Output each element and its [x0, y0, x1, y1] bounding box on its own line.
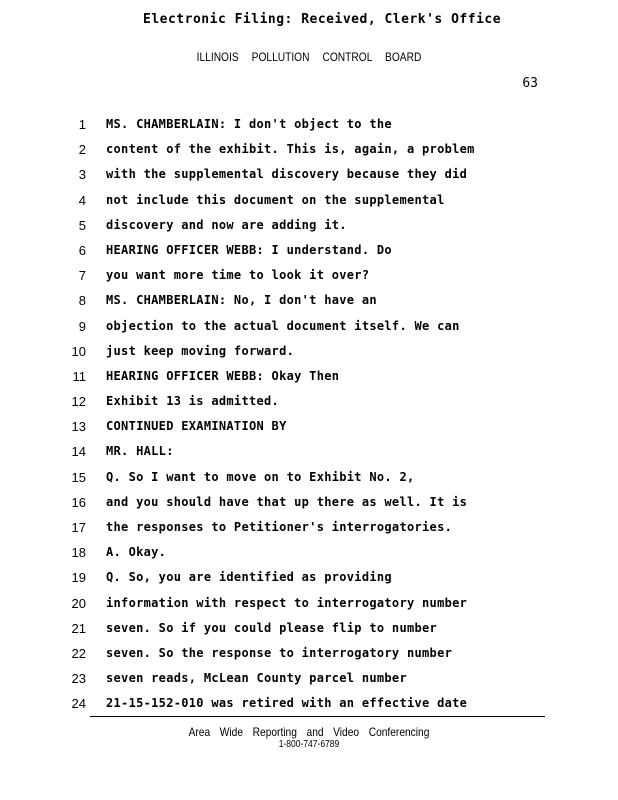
- line-number: 6: [78, 242, 86, 258]
- transcript-line: [60, 238, 540, 263]
- line-text: Exhibit 13 is admitted.: [106, 394, 280, 409]
- line-number: 12: [71, 394, 86, 410]
- line-number: 2: [78, 142, 86, 158]
- line-text: CONTINUED EXAMINATION BY: [106, 419, 287, 434]
- line-text: and you should have that up there as well. It is: [106, 494, 468, 509]
- line-text: with the supplemental discovery because they did: [106, 167, 468, 182]
- transcript-line: [60, 540, 540, 565]
- transcript-line: [60, 565, 540, 590]
- line-number: 10: [71, 343, 86, 359]
- transcript-line: [60, 414, 540, 439]
- line-number: 11: [72, 368, 86, 384]
- footer-company: Area Wide Reporting and Video Conferencing: [188, 725, 430, 739]
- transcript-line: [60, 641, 540, 666]
- transcript-lines: [60, 112, 540, 717]
- transcript-line: [60, 112, 540, 137]
- line-text: not include this document on the supplemental: [106, 192, 445, 207]
- transcript-line: [60, 591, 540, 616]
- line-text: 21-15-152-010 was retired with an effective date: [106, 696, 468, 711]
- transcript-line: [60, 666, 540, 691]
- line-number: 24: [71, 696, 86, 712]
- line-number: 21: [71, 620, 86, 636]
- line-number: 13: [71, 419, 86, 435]
- transcript-line: [60, 162, 540, 187]
- transcript-line: [60, 263, 540, 288]
- line-text: discovery and now are adding it.: [106, 217, 347, 232]
- line-number: 17: [71, 520, 86, 535]
- line-number: 4: [78, 192, 86, 208]
- line-number: 15: [71, 469, 86, 485]
- line-text: A. Okay.: [106, 545, 167, 560]
- line-text: MR. HALL:: [106, 444, 174, 459]
- line-text: seven. So if you could please flip to number: [106, 620, 438, 635]
- transcript-line: [60, 389, 540, 414]
- line-text: seven reads, McLean County parcel number: [106, 671, 407, 686]
- line-number: 22: [71, 645, 86, 661]
- line-text: you want more time to look it over?: [106, 268, 370, 283]
- page-number: 63: [522, 76, 538, 91]
- line-text: MS. CHAMBERLAIN: I don't object to the: [106, 117, 392, 131]
- transcript-line: [60, 490, 540, 515]
- transcript-line: [60, 339, 540, 364]
- line-number: 3: [78, 167, 86, 183]
- line-text: Q. So, you are identified as providing: [106, 570, 392, 585]
- transcript-line: [60, 465, 540, 490]
- line-number: 18: [71, 545, 86, 561]
- line-text: the responses to Petitioner's interrogatories.: [106, 520, 453, 534]
- filing-stamp: Electronic Filing: Received, Clerk's Office: [143, 12, 502, 27]
- line-text: information with respect to interrogatory number: [106, 595, 468, 610]
- line-text: just keep moving forward.: [106, 343, 295, 358]
- transcript-line: [60, 616, 540, 641]
- line-text: objection to the actual document itself. We can: [106, 318, 460, 333]
- transcript-line: [60, 439, 540, 464]
- line-number: 9: [78, 318, 86, 334]
- board-title: ILLINOIS POLLUTION CONTROL BOARD: [196, 50, 422, 64]
- transcript-line: [60, 515, 540, 540]
- footer-divider: [90, 716, 545, 717]
- transcript-line: [60, 314, 540, 339]
- line-text: seven. So the response to interrogatory number: [106, 645, 453, 660]
- footer-phone: 1-800-747-6789: [278, 739, 340, 750]
- transcript-line: [60, 364, 540, 389]
- line-text: MS. CHAMBERLAIN: No, I don't have an: [106, 293, 377, 308]
- line-number: 23: [71, 671, 86, 687]
- line-text: content of the exhibit. This is, again, a problem: [106, 142, 475, 157]
- line-number: 19: [71, 570, 86, 586]
- transcript-line: [60, 137, 540, 162]
- line-number: 8: [78, 293, 86, 309]
- line-number: 7: [78, 268, 86, 284]
- transcript-line: [60, 691, 540, 716]
- line-text: HEARING OFFICER WEBB: Okay Then: [106, 368, 340, 383]
- line-number: 5: [78, 217, 86, 233]
- transcript-line: [60, 188, 540, 213]
- line-number: 16: [71, 494, 86, 510]
- line-number: 1: [78, 117, 86, 132]
- transcript-line: [60, 213, 540, 238]
- line-text: Q. So I want to move on to Exhibit No. 2,: [106, 469, 415, 484]
- line-number: 20: [71, 595, 86, 611]
- line-text: HEARING OFFICER WEBB: I understand. Do: [106, 242, 392, 257]
- line-number: 14: [71, 444, 86, 460]
- transcript-line: [60, 288, 540, 313]
